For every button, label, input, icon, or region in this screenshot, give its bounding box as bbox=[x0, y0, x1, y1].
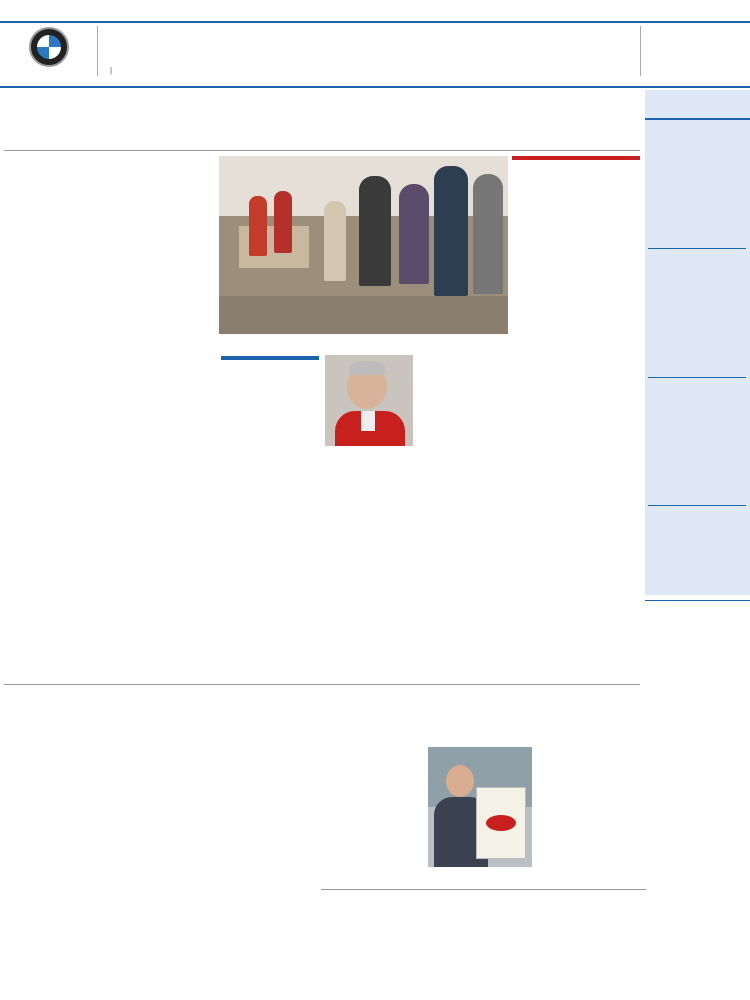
pasta-column-4 bbox=[325, 739, 424, 887]
pasta-column-1 bbox=[6, 797, 108, 887]
brevi-item bbox=[650, 124, 746, 200]
section-contacts: | bbox=[110, 66, 113, 75]
pasta-column-2 bbox=[113, 739, 216, 887]
colletta-label bbox=[221, 356, 319, 360]
fondi-body bbox=[514, 251, 638, 671]
colletta-photo bbox=[325, 355, 413, 446]
colletta-body-2 bbox=[325, 463, 414, 668]
lead-column-2 bbox=[115, 232, 217, 673]
brevi-item bbox=[650, 603, 746, 705]
brevi-item bbox=[650, 380, 746, 467]
brevi-item bbox=[650, 508, 746, 586]
lead-column-1 bbox=[6, 253, 112, 673]
colletta-body bbox=[222, 472, 322, 672]
pasta-column-3 bbox=[220, 739, 320, 887]
lead-column-3 bbox=[417, 355, 509, 668]
pasta-column-5 bbox=[538, 689, 640, 887]
lead-photo bbox=[219, 156, 508, 334]
bmw-logo bbox=[29, 27, 69, 67]
fondi-label bbox=[512, 156, 640, 160]
pasta-photo bbox=[428, 747, 532, 867]
brevi-item bbox=[650, 252, 746, 339]
